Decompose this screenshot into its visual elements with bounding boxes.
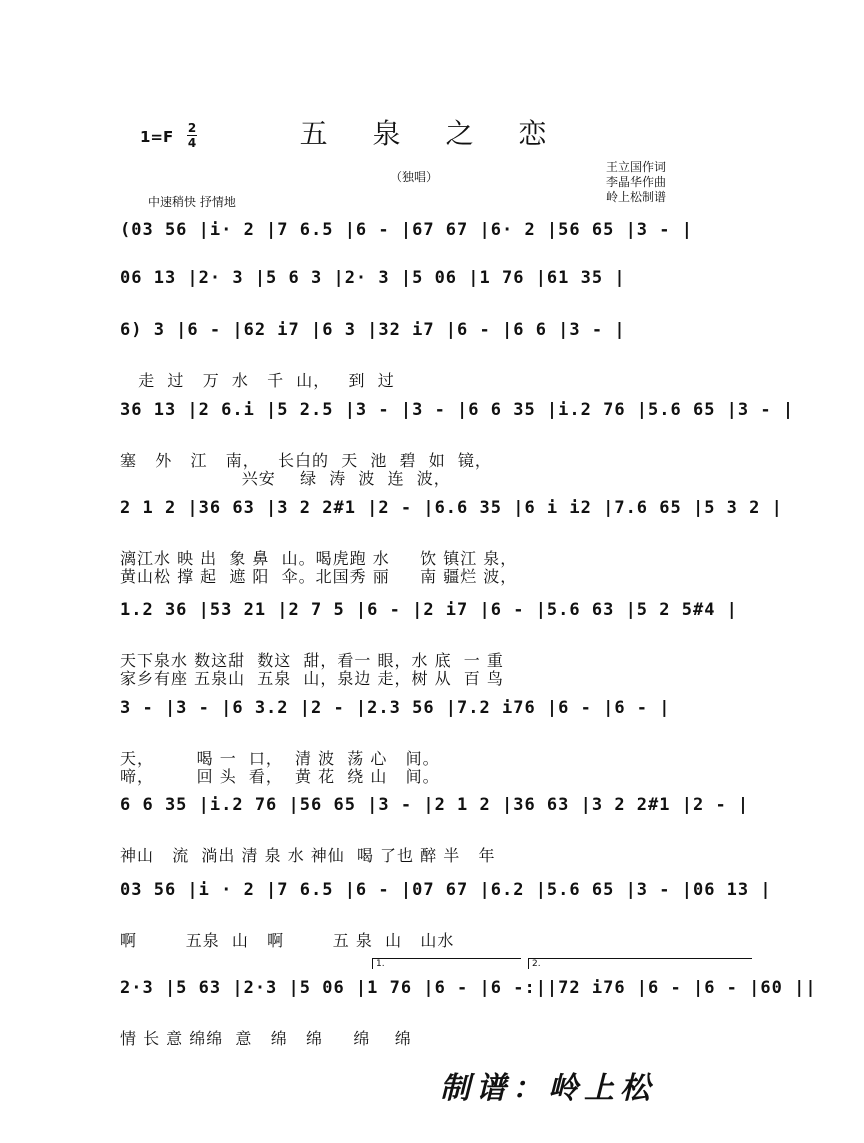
lyric-line: 塞 外 江 南， 长白的 天 池 碧 如 镜， (120, 451, 492, 470)
notation: (03 56 |i· 2 |7 6.5 |6 - |67 67 |6· 2 |56 65 |3 - | (120, 220, 693, 240)
staff-line (120, 698, 752, 732)
lyric-line: 啼， 回 头 看， 黄 花 绕 山 间。 (120, 767, 440, 786)
lyric-line: 黄山松 撑 起 遮 阳 伞。北国秀 丽 南 疆烂 波， (120, 567, 518, 586)
lyric-line: 天， 喝 一 口， 清 波 荡 心 间。 (120, 749, 440, 768)
composer: 李晶华作曲 (606, 175, 667, 189)
time-den: 4 (187, 136, 197, 150)
staff-line (120, 220, 752, 254)
notation: 2·3 |5 63 |2·3 |5 06 |1 76 |6 - |6 -:||72 i76 |6 - |6 - |60 || (120, 978, 817, 998)
staff-line (120, 880, 772, 914)
lyric-line: 啊 五泉 山 啊 五 泉 山 山水 (120, 931, 455, 950)
staff-line (120, 498, 783, 532)
notation: 06 13 |2· 3 |5 6 3 |2· 3 |5 06 |1 76 |61 35 | (120, 268, 626, 288)
staff-line (120, 978, 817, 1012)
song-title: 五 泉 之 恋 (299, 117, 565, 150)
staff-line (120, 795, 752, 829)
lyric-line: 漓江水 映 出 象 鼻 山。喝虎跑 水 饮 镇江 泉， (120, 549, 518, 568)
staff-line (120, 320, 752, 354)
transcriber: 岭上松制谱 (606, 190, 667, 204)
signature: 制谱：岭上松 (440, 1071, 656, 1106)
notation: 2 1 2 |36 63 |3 2 2#1 |2 - |6.6 35 |6 i i2 |7.6 65 |5 3 2 | (120, 498, 783, 518)
notation: 36 13 |2 6.i |5 2.5 |3 - |3 - |6 6 35 |i.2 76 |5.6 65 |3 - | (120, 400, 795, 420)
subtitle: （独唱） (390, 170, 439, 184)
lyric-line: 兴安 绿 涛 波 连 波， (120, 469, 451, 488)
lyric-line: 神山 流 淌出 清 泉 水 神仙 喝 了也 醉 半 年 (120, 846, 496, 865)
volta-2: 2. (528, 958, 752, 969)
notation: 6 6 35 |i.2 76 |56 65 |3 - |2 1 2 |36 63 |3 2 2#1 |2 - | (120, 795, 750, 815)
key-signature: 1=F (140, 128, 174, 146)
notation: 6) 3 |6 - |62 i7 |6 3 |32 i7 |6 - |6 6 |3 - | (120, 320, 626, 340)
notation: 3 - |3 - |6 3.2 |2 - |2.3 56 |7.2 i76 |6 - |6 - | (120, 698, 671, 718)
lyric-line: 天下泉水 数这甜 数这 甜，看一 眼，水 底 一 重 (120, 651, 504, 670)
staff-line (120, 600, 752, 634)
volta-1: 1. (372, 958, 521, 969)
lyricist: 王立国作词 (606, 160, 667, 174)
staff-line (120, 400, 795, 434)
tempo-marking: 中速稍快 抒情地 (148, 195, 236, 209)
staff-line (120, 268, 752, 302)
notation: 03 56 |i · 2 |7 6.5 |6 - |07 67 |6.2 |5.6 65 |3 - |06 13 | (120, 880, 772, 900)
notation: 1.2 36 |53 21 |2 7 5 |6 - |2 i7 |6 - |5.6 63 |5 2 5#4 | (120, 600, 738, 620)
time-num: 2 (187, 121, 197, 135)
lyric-line: 走 过 万 水 千 山， 到 过 (120, 371, 395, 390)
lyric-line: 家乡有座 五泉山 五泉 山，泉边 走，树 从 百 鸟 (120, 669, 504, 688)
lyric-line: 情 长 意 绵绵 意 绵 绵 绵 绵 (120, 1029, 412, 1048)
